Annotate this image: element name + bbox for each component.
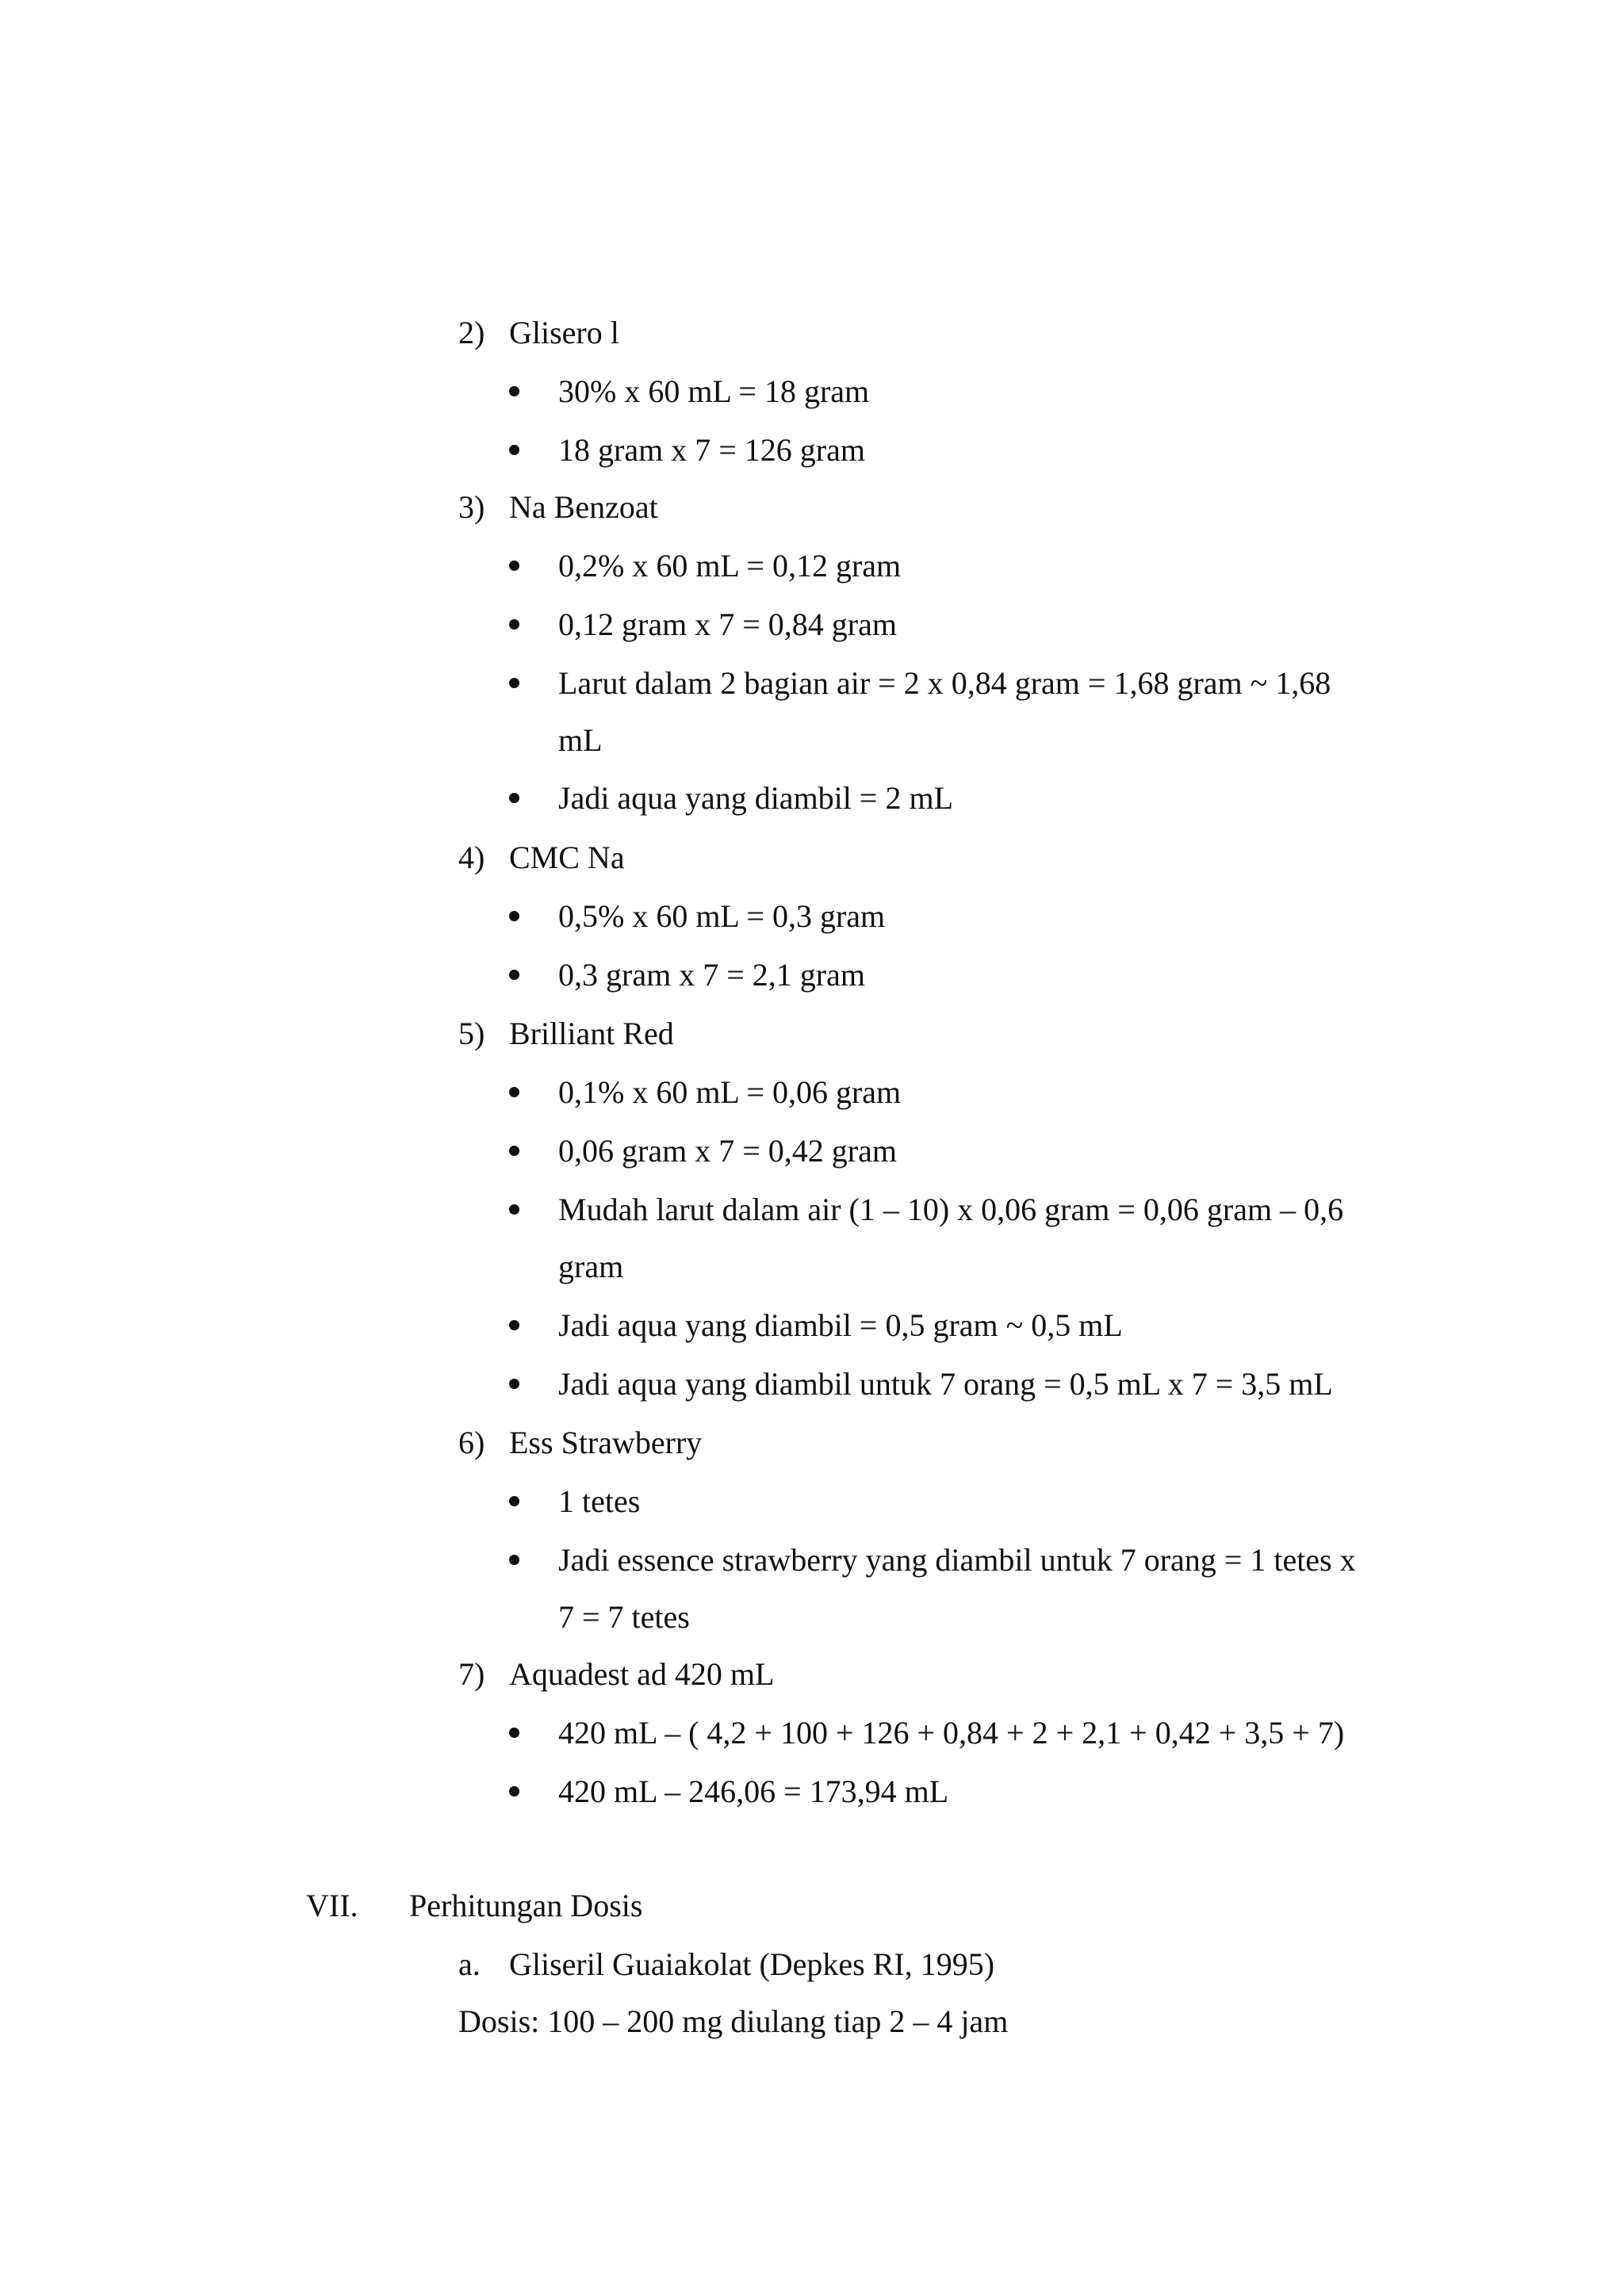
section-title-ess-strawberry: Ess Strawberry xyxy=(509,1425,703,1460)
section-title-aquadest: Aquadest ad 420 mL xyxy=(509,1656,775,1692)
list-item: 0,1% x 60 mL = 0,06 gram xyxy=(558,1074,902,1110)
list-item: 420 mL – 246,06 = 173,94 mL xyxy=(558,1774,949,1809)
bullet-icon xyxy=(509,793,519,803)
bullet-icon xyxy=(509,1379,519,1389)
section-title-gliserol: Glisero l xyxy=(509,315,619,350)
section-number: 3) xyxy=(458,489,485,525)
list-item: 420 mL – ( 4,2 + 100 + 126 + 0,84 + 2 + 2,1 + 0,42 + 3,5 + 7) xyxy=(558,1715,1345,1751)
list-item: 1 tetes xyxy=(558,1483,641,1519)
list-item: 0,5% x 60 mL = 0,3 gram xyxy=(558,898,886,934)
list-item: Mudah larut dalam air (1 – 10) x 0,06 gram = 0,06 gram – 0,6 xyxy=(558,1192,1344,1227)
bullet-icon xyxy=(509,1728,519,1738)
bullet-icon xyxy=(509,445,519,455)
section-number: 4) xyxy=(458,840,485,875)
section-title-cmc-na: CMC Na xyxy=(509,840,625,875)
bullet-icon xyxy=(509,1496,519,1506)
list-item: Jadi aqua yang diambil untuk 7 orang = 0,5 mL x 7 = 3,5 mL xyxy=(558,1366,1333,1402)
section-number: 2) xyxy=(458,315,485,350)
list-item: 0,2% x 60 mL = 0,12 gram xyxy=(558,548,902,584)
section-number: 5) xyxy=(458,1016,485,1051)
list-item-continuation: mL xyxy=(558,722,603,758)
bullet-icon xyxy=(509,1087,519,1097)
chapter-title: Perhitungan Dosis xyxy=(409,1888,643,1923)
bullet-icon xyxy=(509,561,519,571)
bullet-icon xyxy=(509,1320,519,1330)
list-item: 0,06 gram x 7 = 0,42 gram xyxy=(558,1133,897,1169)
bullet-icon xyxy=(509,678,519,688)
section-number: 6) xyxy=(458,1425,485,1460)
bullet-icon xyxy=(509,1786,519,1797)
bullet-icon xyxy=(509,386,519,396)
section-number: 7) xyxy=(458,1656,485,1692)
section-title-brilliant-red: Brilliant Red xyxy=(509,1016,674,1051)
bullet-icon xyxy=(509,1204,519,1215)
list-item: 0,3 gram x 7 = 2,1 gram xyxy=(558,957,865,993)
list-item-continuation: gram xyxy=(558,1249,624,1284)
subsection-letter: a. xyxy=(458,1946,481,1982)
list-item: 18 gram x 7 = 126 gram xyxy=(558,432,865,468)
bullet-icon xyxy=(509,1555,519,1565)
section-title-na-benzoat: Na Benzoat xyxy=(509,489,658,525)
bullet-icon xyxy=(509,911,519,921)
list-item-continuation: 7 = 7 tetes xyxy=(558,1599,690,1635)
bullet-icon xyxy=(509,970,519,980)
subsection-title: Gliseril Guaiakolat (Depkes RI, 1995) xyxy=(509,1946,995,1982)
list-item: 30% x 60 mL = 18 gram xyxy=(558,373,870,409)
list-item: Larut dalam 2 bagian air = 2 x 0,84 gram = 1,68 gram ~ 1,68 xyxy=(558,665,1331,701)
bullet-icon xyxy=(509,619,519,629)
list-item: Jadi aqua yang diambil = 2 mL xyxy=(558,780,954,816)
bullet-icon xyxy=(509,1146,519,1156)
chapter-number: VII. xyxy=(306,1888,358,1923)
list-item: 0,12 gram x 7 = 0,84 gram xyxy=(558,607,897,642)
list-item: Jadi essence strawberry yang diambil untuk 7 orang = 1 tetes x xyxy=(558,1542,1356,1578)
dosis-line: Dosis: 100 – 200 mg diulang tiap 2 – 4 jam xyxy=(458,2003,1009,2039)
list-item: Jadi aqua yang diambil = 0,5 gram ~ 0,5 mL xyxy=(558,1307,1123,1343)
